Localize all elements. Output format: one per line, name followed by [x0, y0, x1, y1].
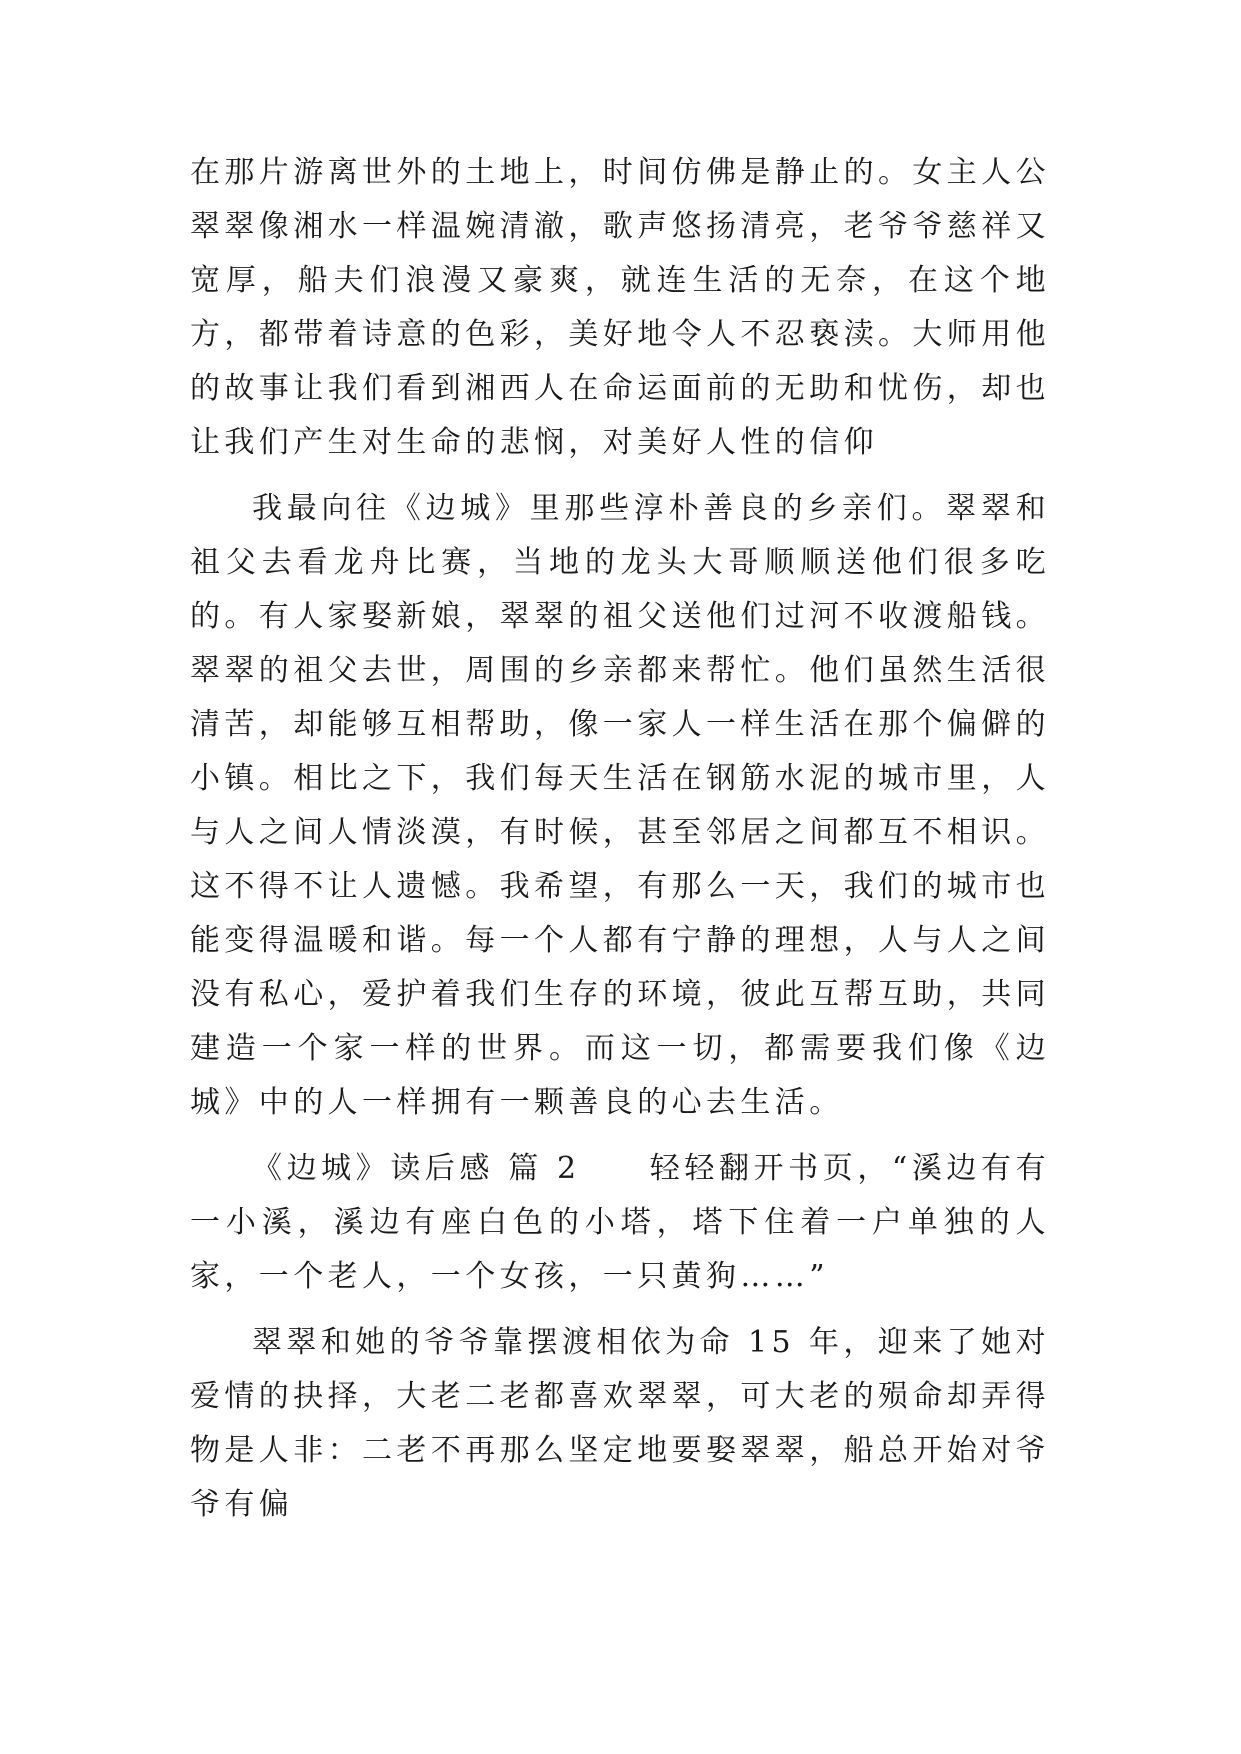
- paragraph-2: 我最向往《边城》里那些淳朴善良的乡亲们。翠翠和祖父去看龙舟比赛，当地的龙头大哥顺顺送他们很多吃的。有人家娶新娘，翠翠的祖父送他们过河不收渡船钱。翠翠的祖父去世，周围的乡亲都来帮忙。他们虽然生活很清苦，却能够互相帮助，像一家人一样生活在那个偏僻的小镇。相比之下，我们每天生活在钢筋水泥的城市里，人与人之间人情淡漠，有时候，甚至邻居之间都互不相识。这不得不让人遗憾。我希望，有那么一天，我们的城市也能变得温暖和谐。每一个人都有宁静的理想，人与人之间没有私心，爱护着我们生存的环境，彼此互帮互助，共同建造一个家一样的世界。而这一切，都需要我们像《边城》中的人一样拥有一颗善良的心去生活。: [190, 491, 1050, 1120]
- paragraph-3: 《边城》读后感 篇 2 轻轻翻开书页，“溪边有有一小溪，溪边有座白色的小塔，塔下住着一户单独的人家，一个老人，一个女孩，一只黄狗……”: [190, 1151, 1050, 1294]
- paragraph-1: 在那片游离世外的土地上，时间仿佛是静止的。女主人公翠翠像湘水一样温婉清澈，歌声悠扬清亮，老爷爷慈祥又宽厚，船夫们浪漫又豪爽，就连生活的无奈，在这个地方，都带着诗意的色彩，美好地令人不忍亵渎。大师用他的故事让我们看到湘西人在命运面前的无助和忧伤，却也让我们产生对生命的悲悯，对美好人性的信仰: [190, 155, 1050, 460]
- paragraph-4: 翠翠和她的爷爷靠摆渡相依为命 15 年，迎来了她对爱情的抉择，大老二老都喜欢翠翠，可大老的殒命却弄得物是人非：二老不再那么坚定地要娶翠翠，船总开始对爷爷有偏: [190, 1325, 1050, 1522]
- document-page: [190, 146, 1050, 1532]
